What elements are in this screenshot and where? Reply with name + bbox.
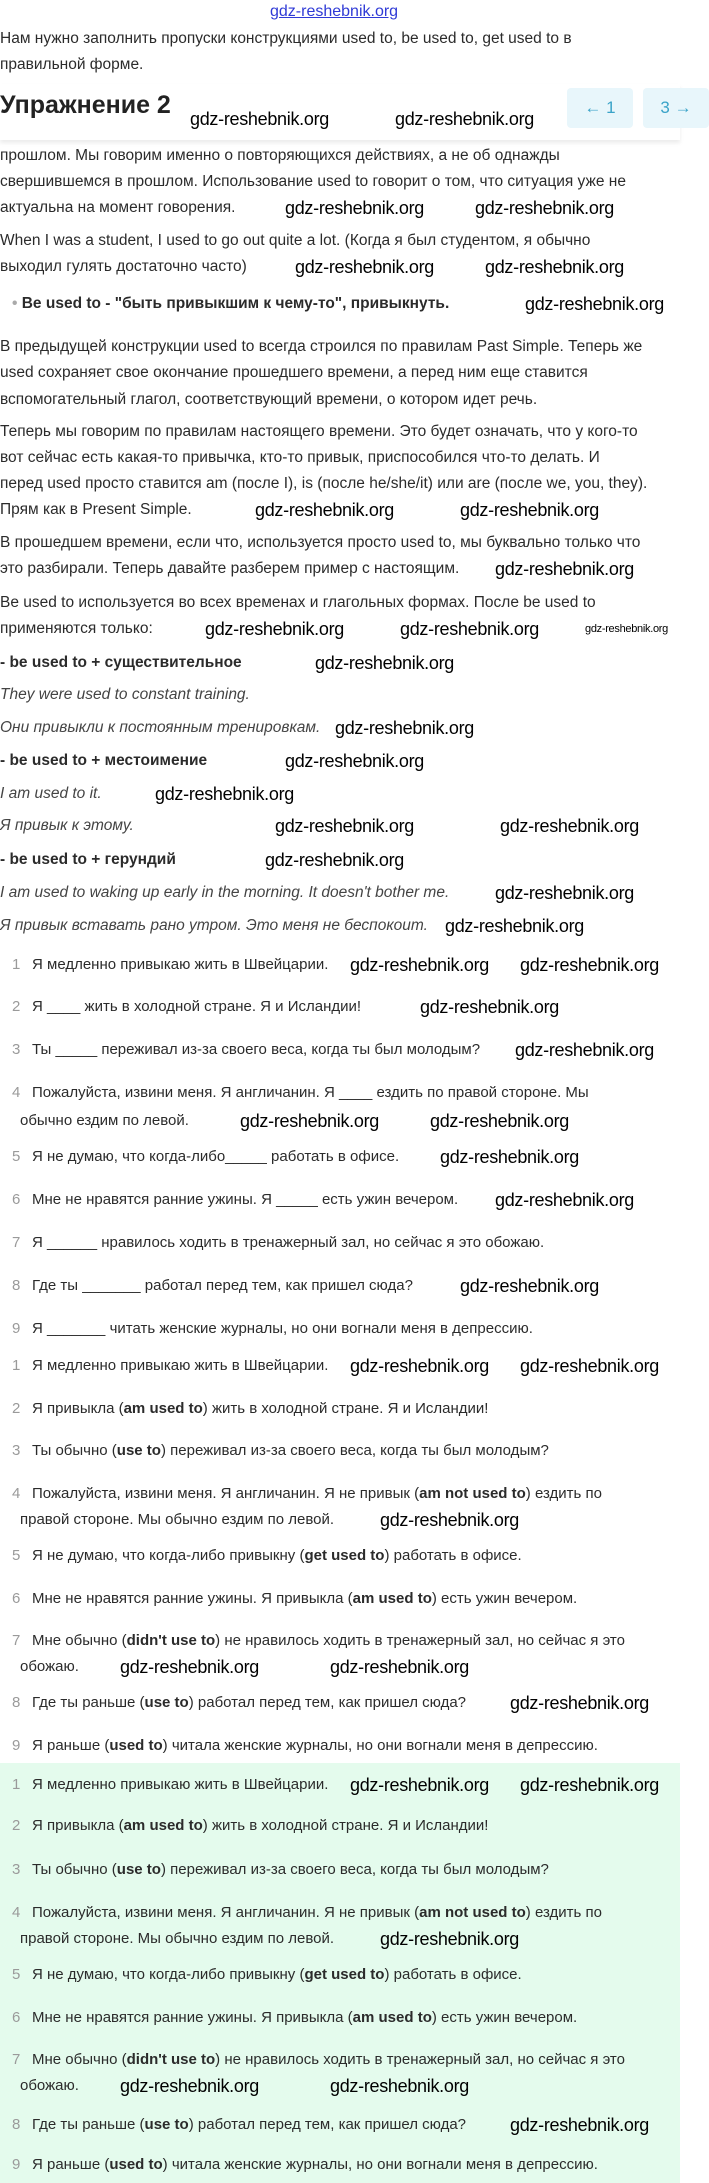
watermark-text: gdz-reshebnik.org	[485, 257, 624, 277]
task-item-text: обычно ездим по левой.	[20, 1112, 189, 1129]
watermark-text: gdz-reshebnik.org	[585, 623, 668, 635]
answer-text: Мне не нравятся ранние ужины. Я привыкла (	[32, 2009, 353, 2026]
exercise-header	[0, 84, 692, 140]
answer-text: Мне обычно (	[32, 2051, 127, 2068]
theory-line: Be used to используется во всех временах и глагольных формах. После be used to	[0, 594, 596, 611]
answer-text: ) работал перед тем, как пришел сюда?	[188, 2116, 467, 2133]
answer-form: use to	[144, 2116, 189, 2133]
answer-text: ) ездить по	[525, 1904, 602, 1921]
site-link[interactable]: gdz-reshebnik.org	[270, 3, 399, 20]
theory-line: прошлом. Мы говорим именно о повторяющихся действиях, а не об однажды	[0, 147, 560, 164]
answer-item	[32, 1857, 549, 1883]
answer-item	[32, 1628, 625, 1654]
answer-text: ) есть ужин вечером.	[431, 1590, 578, 1607]
item-number: 9	[12, 1737, 21, 1754]
example-line: When I was a student, I used to go out quite a lot. (Когда я был студентом, я обычно	[0, 232, 591, 249]
item-number: 9	[12, 1320, 21, 1337]
answer-item	[32, 1690, 466, 1716]
watermark-text: gdz-reshebnik.org	[460, 1276, 599, 1296]
answer-text: ) переживал из-за своего веса, когда ты был молодым?	[160, 1442, 549, 1459]
example-ru: Я привык вставать рано утром. Это меня не беспокоит.	[0, 917, 428, 934]
item-number: 7	[12, 1632, 21, 1649]
answer-item	[32, 2047, 625, 2073]
answer-text: ) есть ужин вечером.	[431, 2009, 578, 2026]
answer-form: use to	[116, 1442, 161, 1459]
answer-form: didn't use to	[126, 1632, 216, 1649]
theory-line: used сохраняет свое окончание прошедшего времени, а перед ним еще ставится	[0, 364, 588, 381]
bullet-icon: •	[12, 295, 22, 312]
answer-item	[32, 2112, 466, 2138]
bullet-item	[12, 291, 449, 317]
answer-text: ) жить в холодной стране. Я и Исландии!	[202, 1400, 489, 1417]
example-en: I am used to waking up early in the morning. It doesn't bother me.	[0, 884, 450, 901]
item-number: 4	[12, 1904, 21, 1921]
answer-text: ) не нравилось ходить в тренажерный зал, но сейчас я это	[215, 2051, 625, 2068]
item-number: 9	[12, 2156, 21, 2173]
watermark-text: gdz-reshebnik.org	[495, 559, 634, 579]
item-number: 8	[12, 1694, 21, 1711]
watermark-text: gdz-reshebnik.org	[255, 500, 394, 520]
watermark-text: gdz-reshebnik.org	[380, 1929, 519, 1949]
answer-text: ) ездить по	[525, 1485, 602, 1502]
answer-item	[32, 2152, 598, 2178]
answer-text: Я привыкла (	[32, 1817, 124, 1834]
watermark-text: gdz-reshebnik.org	[445, 916, 584, 936]
answer-text: Где ты раньше (	[32, 2116, 145, 2133]
answer-form: am not used to	[419, 1904, 526, 1921]
answer-item	[32, 1962, 522, 1988]
watermark-text: gdz-reshebnik.org	[120, 1657, 259, 1677]
watermark-text: gdz-reshebnik.org	[380, 1510, 519, 1530]
watermark-text: gdz-reshebnik.org	[520, 955, 659, 975]
item-number: 5	[12, 1547, 21, 1564]
watermark-text: gdz-reshebnik.org	[350, 1356, 489, 1376]
watermark-text: gdz-reshebnik.org	[265, 850, 404, 870]
answer-item	[32, 1813, 488, 1839]
watermark-text: gdz-reshebnik.org	[520, 1356, 659, 1376]
rule-heading: - be used to + существительное	[0, 654, 242, 671]
item-number: 3	[12, 1041, 21, 1058]
watermark-text: gdz-reshebnik.org	[350, 955, 489, 975]
answer-form: didn't use to	[126, 2051, 216, 2068]
answer-form: use to	[144, 1694, 189, 1711]
watermark-text: gdz-reshebnik.org	[510, 2115, 649, 2135]
example-en: They were used to constant training.	[0, 686, 250, 703]
example-en: I am used to it.	[0, 785, 102, 802]
answer-text: Где ты раньше (	[32, 1694, 145, 1711]
watermark-text: gdz-reshebnik.org	[120, 2076, 259, 2096]
watermark-text: gdz-reshebnik.org	[330, 1657, 469, 1677]
rule-heading: - be used to + герундий	[0, 851, 176, 868]
item-number: 8	[12, 1277, 21, 1294]
answer-item	[32, 1900, 602, 1926]
answer-item	[32, 1543, 522, 1569]
item-number: 1	[12, 956, 21, 973]
item-number: 4	[12, 1485, 21, 1502]
answer-form: use to	[116, 1861, 161, 1878]
theory-line: это разбирали. Теперь давайте разберем пример с настоящим.	[0, 560, 460, 577]
answer-form: get used to	[304, 1547, 385, 1564]
item-number: 6	[12, 1191, 21, 1208]
item-number: 1	[12, 1776, 21, 1793]
answer-item	[32, 1733, 598, 1759]
intro-line: Нам нужно заполнить пропуски конструкциями used to, be used to, get used to в	[0, 30, 572, 47]
example-line: выходил гулять достаточно часто)	[0, 258, 247, 275]
theory-line: вот сейчас есть какая-то привычка, кто-то привык, приспособился что-то делать. И	[0, 449, 600, 466]
answer-text: Я медленно привыкаю жить в Швейцарии.	[32, 1357, 329, 1374]
answer-text: правой стороне. Мы обычно ездим по левой.	[20, 1511, 335, 1528]
answer-text: Пожалуйста, извини меня. Я англичанин. Я не привык (	[32, 1485, 420, 1502]
answer-text: правой стороне. Мы обычно ездим по левой.	[20, 1930, 335, 1947]
watermark-text: gdz-reshebnik.org	[500, 816, 639, 836]
watermark-text: gdz-reshebnik.org	[275, 816, 414, 836]
watermark-text: gdz-reshebnik.org	[335, 718, 474, 738]
theory-line: свершившемся в прошлом. Использование used to говорит о том, что ситуация уже не	[0, 173, 626, 190]
item-number: 5	[12, 1148, 21, 1165]
item-number: 2	[12, 1817, 21, 1834]
theory-line: применяются только:	[0, 620, 153, 637]
watermark-text: gdz-reshebnik.org	[155, 784, 294, 804]
answer-form: am used to	[352, 1590, 432, 1607]
watermark-text: gdz-reshebnik.org	[440, 1147, 579, 1167]
item-number: 3	[12, 1861, 21, 1878]
watermark-text: gdz-reshebnik.org	[475, 198, 614, 218]
theory-line: Теперь мы говорим по правилам настоящего времени. Это будет означать, что у кого-то	[0, 423, 638, 440]
answer-text: ) переживал из-за своего веса, когда ты был молодым?	[160, 1861, 549, 1878]
watermark-text: gdz-reshebnik.org	[190, 109, 329, 129]
answer-text: Ты обычно (	[32, 1442, 117, 1459]
next-exercise-button[interactable]: 3 →	[643, 88, 709, 128]
answer-text: Я привыкла (	[32, 1400, 124, 1417]
watermark-text: gdz-reshebnik.org	[525, 294, 664, 314]
task-item-text: Я ______ нравилось ходить в тренажерный зал, но сейчас я это обожаю.	[32, 1234, 545, 1251]
answer-item	[32, 1481, 602, 1507]
item-number: 8	[12, 2116, 21, 2133]
watermark-text: gdz-reshebnik.org	[400, 619, 539, 639]
theory-line: перед used просто ставится am (после I), is (после he/she/it) или are (после we, you, they).	[0, 475, 648, 492]
item-number: 6	[12, 2009, 21, 2026]
answer-text: Я медленно привыкаю жить в Швейцарии.	[32, 1776, 329, 1793]
answer-item	[32, 1772, 328, 1798]
watermark-text: gdz-reshebnik.org	[430, 1111, 569, 1131]
answer-item	[32, 1353, 328, 1379]
watermark-text: gdz-reshebnik.org	[295, 257, 434, 277]
watermark-text: gdz-reshebnik.org	[205, 619, 344, 639]
answer-form: am not used to	[419, 1485, 526, 1502]
watermark-text: gdz-reshebnik.org	[350, 1775, 489, 1795]
example-ru: Они привыкли к постоянным тренировкам.	[0, 719, 321, 736]
watermark-text: gdz-reshebnik.org	[510, 1693, 649, 1713]
answer-form: used to	[109, 1737, 163, 1754]
answer-text: Ты обычно (	[32, 1861, 117, 1878]
answer-form: get used to	[304, 1966, 385, 1983]
task-item-text: Я не думаю, что когда-либо_____ работать в офисе.	[32, 1148, 400, 1165]
item-number: 3	[12, 1442, 21, 1459]
watermark-text: gdz-reshebnik.org	[285, 198, 424, 218]
item-number: 6	[12, 1590, 21, 1607]
watermark-text: gdz-reshebnik.org	[460, 500, 599, 520]
answer-text: Я раньше (	[32, 2156, 110, 2173]
answer-text: обожаю.	[20, 1658, 79, 1675]
answer-item	[32, 2005, 577, 2031]
answer-form: am used to	[123, 1817, 203, 1834]
answer-text: Я раньше (	[32, 1737, 110, 1754]
item-number: 7	[12, 1234, 21, 1251]
answer-text: ) работал перед тем, как пришел сюда?	[188, 1694, 467, 1711]
rule-heading: - be used to + местоимение	[0, 752, 208, 769]
item-number: 1	[12, 1357, 21, 1374]
theory-line: актуальна на момент говорения.	[0, 199, 236, 216]
answer-text: обожаю.	[20, 2077, 79, 2094]
answer-text: ) работать в офисе.	[384, 1547, 522, 1564]
watermark-text: gdz-reshebnik.org	[520, 1775, 659, 1795]
watermark-text: gdz-reshebnik.org	[315, 653, 454, 673]
watermark-text: gdz-reshebnik.org	[495, 1190, 634, 1210]
answer-form: used to	[109, 2156, 163, 2173]
answer-form: am used to	[123, 1400, 203, 1417]
item-number: 4	[12, 1084, 21, 1101]
intro-line: правильной форме.	[0, 56, 144, 73]
theory-line: В прошедшем времени, если что, используется просто used to, мы буквально только что	[0, 534, 641, 551]
prev-exercise-button[interactable]: ← 1	[567, 88, 633, 128]
task-item-text: Я ____ жить в холодной стране. Я и Исландии!	[32, 998, 362, 1015]
item-number: 7	[12, 2051, 21, 2068]
answer-text: Я не думаю, что когда-либо привыкну (	[32, 1966, 305, 1983]
task-item-text: Мне не нравятся ранние ужины. Я _____ есть ужин вечером.	[32, 1191, 459, 1208]
task-item-text: Пожалуйста, извини меня. Я англичанин. Я ____ ездить по правой стороне. Мы	[32, 1084, 589, 1101]
watermark-text: gdz-reshebnik.org	[330, 2076, 469, 2096]
watermark-text: gdz-reshebnik.org	[420, 997, 559, 1017]
example-ru: Я привык к этому.	[0, 817, 134, 834]
item-number: 5	[12, 1966, 21, 1983]
watermark-text: gdz-reshebnik.org	[495, 883, 634, 903]
answer-text: Пожалуйста, извини меня. Я англичанин. Я не привык (	[32, 1904, 420, 1921]
task-item-text: Ты _____ переживал из-за своего веса, когда ты был молодым?	[32, 1041, 481, 1058]
answer-text: ) работать в офисе.	[384, 1966, 522, 1983]
answer-item	[32, 1586, 577, 1612]
theory-line: Прям как в Present Simple.	[0, 501, 192, 518]
answer-text: Мне обычно (	[32, 1632, 127, 1649]
answer-text: ) жить в холодной стране. Я и Исландии!	[202, 1817, 489, 1834]
answer-text: ) читала женские журналы, но они вогнали меня в депрессию.	[162, 2156, 598, 2173]
watermark-text: gdz-reshebnik.org	[515, 1040, 654, 1060]
answer-item	[32, 1396, 488, 1422]
answer-text: Я не думаю, что когда-либо привыкну (	[32, 1547, 305, 1564]
theory-line: вспомогательный глагол, соответствующий времени, о котором идет речь.	[0, 391, 538, 408]
page-title: Упражнение 2	[0, 91, 171, 119]
watermark-text: gdz-reshebnik.org	[240, 1111, 379, 1131]
answer-form: am used to	[352, 2009, 432, 2026]
task-item-text: Я медленно привыкаю жить в Швейцарии.	[32, 956, 329, 973]
answer-text: Мне не нравятся ранние ужины. Я привыкла (	[32, 1590, 353, 1607]
bullet-text: Be used to - "быть привыкшим к чему-то", привыкнуть.	[21, 295, 450, 312]
watermark-text: gdz-reshebnik.org	[395, 109, 534, 129]
answer-text: ) читала женские журналы, но они вогнали меня в депрессию.	[162, 1737, 598, 1754]
item-number: 2	[12, 1400, 21, 1417]
task-item-text: Я _______ читать женские журналы, но они вогнали меня в депрессию.	[32, 1320, 533, 1337]
watermark-text: gdz-reshebnik.org	[285, 751, 424, 771]
theory-line: В предыдущей конструкции used to всегда строился по правилам Past Simple. Теперь же	[0, 338, 643, 355]
answer-text: ) не нравилось ходить в тренажерный зал, но сейчас я это	[215, 1632, 625, 1649]
task-item-text: Где ты _______ работал перед тем, как пришел сюда?	[32, 1277, 413, 1294]
item-number: 2	[12, 998, 21, 1015]
answer-item	[32, 1438, 549, 1464]
